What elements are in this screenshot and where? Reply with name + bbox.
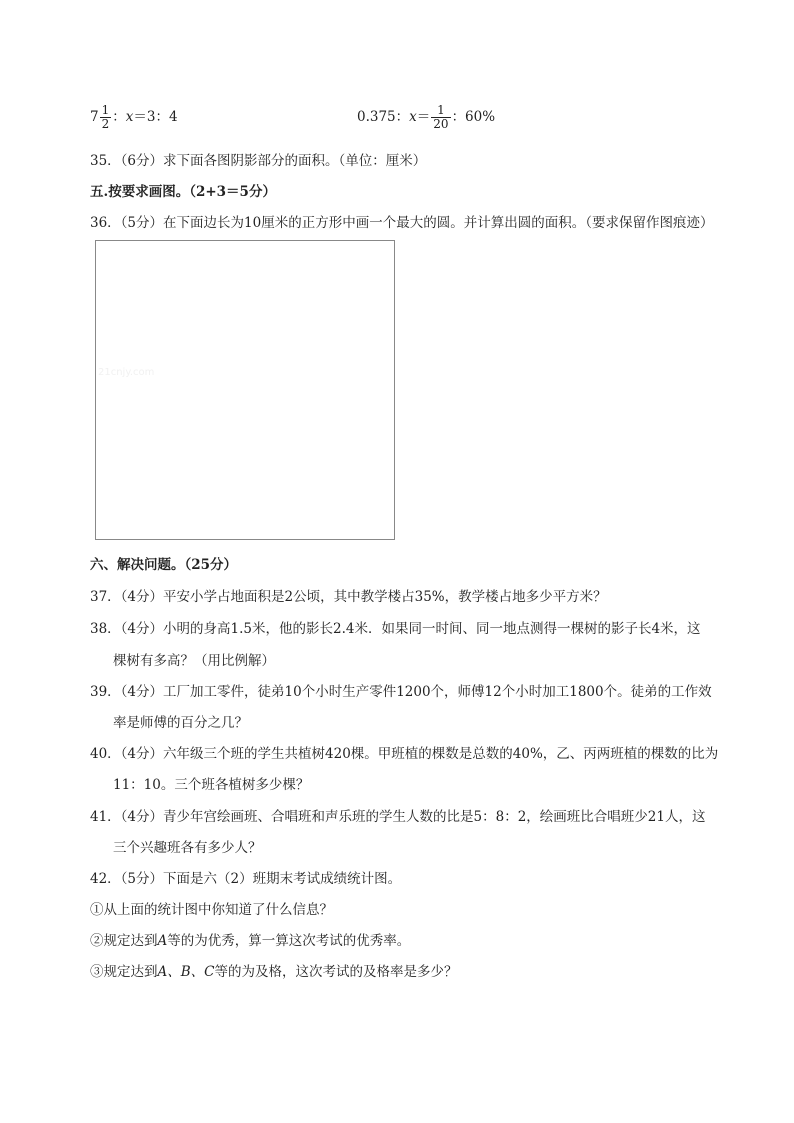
q42-s2-suffix: 等的为优秀，算一算这次考试的优秀率。 xyxy=(167,933,411,949)
equation-1 xyxy=(90,104,178,131)
eq2-variable: x xyxy=(409,109,417,125)
eq2-equals: ＝ xyxy=(416,109,431,125)
eq2-numerator: 1 xyxy=(431,104,450,118)
q42-s3-grades: A、B、C xyxy=(157,964,215,980)
question-38-line-2: 棵树有多高？（用比例解） xyxy=(113,653,275,669)
question-39-line-2: 率是师傅的百分之几？ xyxy=(113,715,248,731)
eq2-fraction xyxy=(431,104,450,131)
eq2-rest: ：60% xyxy=(451,109,496,125)
question-36: 36．（5分）在下面边长为10厘米的正方形中画一个最大的圆。并计算出圆的面积。（要求保留作图痕迹） xyxy=(90,215,714,231)
question-40-line-1: 40．（4分）六年级三个班的学生共植树420棵。甲班植的棵数是总数的40%，乙、丙两班植的棵数的比为 xyxy=(90,746,719,762)
question-41-line-1: 41．（4分）青少年宫绘画班、合唱班和声乐班的学生人数的比是5：8：2，绘画班比合唱班少21人，这 xyxy=(90,809,706,825)
q42-s2-prefix: ②规定达到 xyxy=(90,933,158,949)
eq1-denominator: 2 xyxy=(101,117,110,131)
section-5-heading: 五.按要求画图。（2+3＝5分） xyxy=(90,184,276,200)
question-42-sub-3 xyxy=(90,960,458,980)
q42-s3-suffix: 等的为及格，这次考试的及格率是多少？ xyxy=(214,964,458,980)
question-42: 42．（5分）下面是六（2）班期末考试成绩统计图。 xyxy=(90,871,402,887)
question-38-line-1: 38．（4分）小明的身高1.5米，他的影长2.4米．如果同一时间、同一地点测得一棵树的影子长4米，这 xyxy=(90,621,701,637)
eq1-rest: ＝3：4 xyxy=(133,109,178,125)
watermark: 21cnjy.com xyxy=(98,367,155,378)
question-41-line-2: 三个兴趣班各有多少人？ xyxy=(113,840,262,856)
q42-s3-prefix: ③规定达到 xyxy=(90,964,158,980)
question-42-sub-1: ①从上面的统计图中你知道了什么信息？ xyxy=(90,902,333,918)
question-39-line-1: 39．（4分）工厂加工零件，徒弟10个小时生产零件1200个，师傅12个小时加工1800个。徒弟的工作效 xyxy=(90,684,712,700)
eq1-sep: ： xyxy=(112,109,126,125)
eq1-whole: 7 xyxy=(90,109,99,125)
eq1-variable: x xyxy=(125,109,134,125)
drawing-square[interactable] xyxy=(95,240,395,540)
q42-s2-grade: A xyxy=(157,933,168,949)
section-6-heading: 六、解决问题。（25分） xyxy=(90,557,238,573)
question-37: 37．（4分）平安小学占地面积是2公顷，其中教学楼占35%，教学楼占地多少平方米？ xyxy=(90,589,607,605)
eq1-numerator: 1 xyxy=(101,103,110,117)
equation-2 xyxy=(357,104,495,131)
eq2-denominator: 20 xyxy=(433,117,449,131)
question-42-sub-2 xyxy=(90,929,410,949)
eq2-left: 0.375： xyxy=(357,109,410,125)
question-40-line-2: 11：10。三个班各植树多少棵？ xyxy=(113,777,310,793)
question-35: 35．（6分）求下面各图阴影部分的面积。（单位：厘米） xyxy=(90,153,427,169)
eq1-fraction xyxy=(100,104,112,131)
